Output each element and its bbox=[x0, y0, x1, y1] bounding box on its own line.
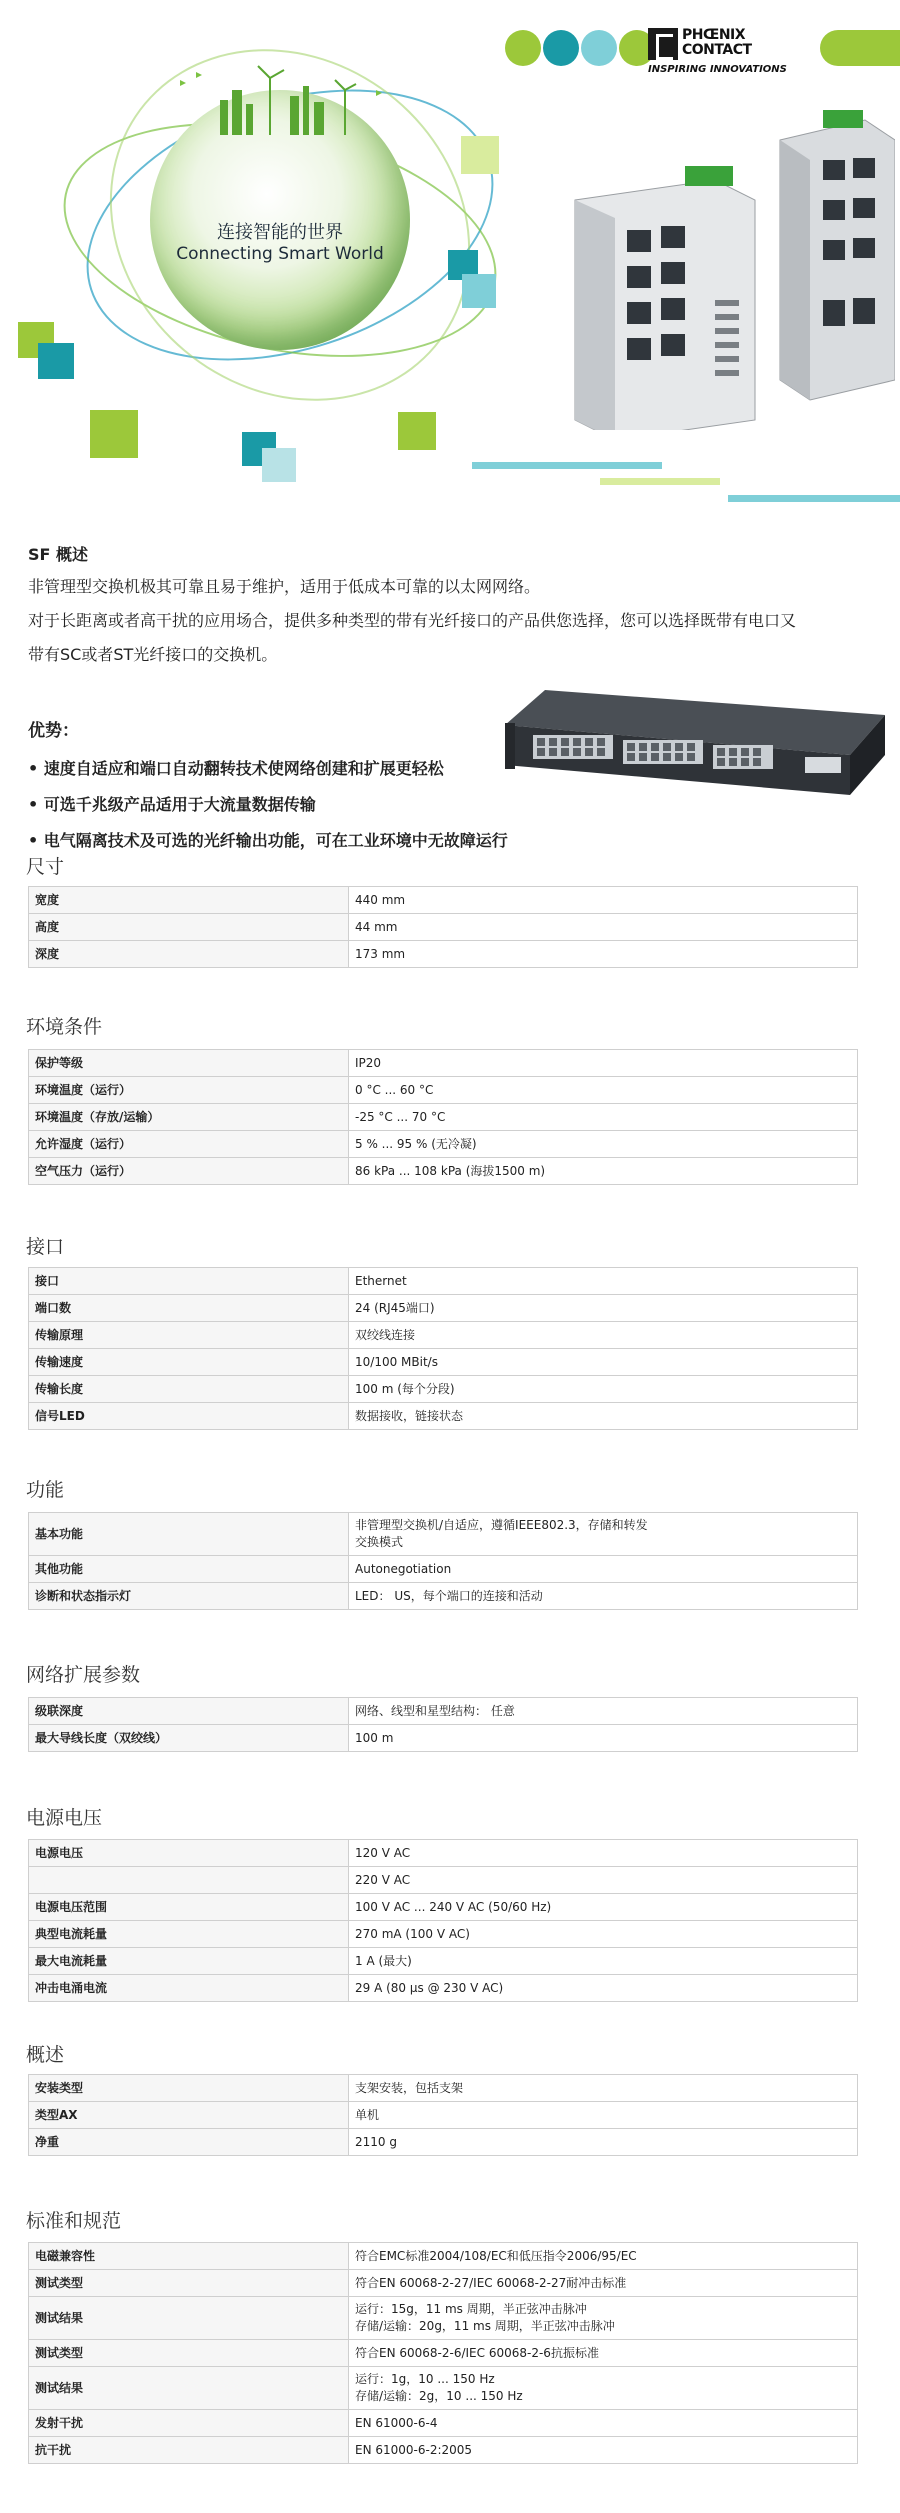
spec-label: 端口数 bbox=[29, 1295, 349, 1322]
table-row bbox=[29, 1867, 858, 1894]
spec-value: 270 mA (100 V AC) bbox=[349, 1921, 858, 1948]
globe-caption-cn: 连接智能的世界 bbox=[217, 222, 343, 243]
table-row bbox=[29, 2129, 858, 2156]
spec-value: 173 mm bbox=[349, 941, 858, 968]
table-row bbox=[29, 1322, 858, 1349]
table-row bbox=[29, 2270, 858, 2297]
table-row bbox=[29, 1403, 858, 1430]
table-row bbox=[29, 1948, 858, 1975]
spec-value: 双绞线连接 bbox=[349, 1322, 858, 1349]
table-row bbox=[29, 1050, 858, 1077]
decor-dot bbox=[581, 30, 617, 66]
spec-value: IP20 bbox=[349, 1050, 858, 1077]
table-row bbox=[29, 2102, 858, 2129]
spec-label: 传输长度 bbox=[29, 1376, 349, 1403]
spec-value: 运行：1g，10 ... 150 Hz 存储/运输：2g，10 ... 150 Hz bbox=[349, 2367, 858, 2410]
decor-dot bbox=[543, 30, 579, 66]
section-title: 网络扩展参数 bbox=[26, 1664, 141, 1686]
decor-stripe bbox=[600, 478, 720, 485]
spec-label: 电磁兼容性 bbox=[29, 2243, 349, 2270]
spec-label: 诊断和状态指示灯 bbox=[29, 1583, 349, 1610]
overview-paragraph: 带有SC或者ST光纤接口的交换机。 bbox=[28, 645, 278, 664]
decor-pill bbox=[820, 30, 900, 66]
hero-banner bbox=[0, 0, 900, 520]
spec-value: 29 A (80 µs @ 230 V AC) bbox=[349, 1975, 858, 2002]
spec-label: 冲击电涌电流 bbox=[29, 1975, 349, 2002]
spec-table bbox=[28, 2242, 858, 2464]
spec-table bbox=[28, 1267, 858, 1430]
spec-value: 1 A (最大) bbox=[349, 1948, 858, 1975]
spec-label: 典型电流耗量 bbox=[29, 1921, 349, 1948]
rack-switch-illustration bbox=[505, 685, 885, 825]
spec-label: 最大电流耗量 bbox=[29, 1948, 349, 1975]
spec-label: 传输原理 bbox=[29, 1322, 349, 1349]
spec-label: 基本功能 bbox=[29, 1513, 349, 1556]
section-title: 接口 bbox=[26, 1236, 65, 1258]
table-row bbox=[29, 1583, 858, 1610]
table-row bbox=[29, 1268, 858, 1295]
overview-paragraph: 非管理型交换机极其可靠且易于维护，适用于低成本可靠的以太网网络。 bbox=[28, 577, 541, 596]
table-row bbox=[29, 1077, 858, 1104]
spec-value: 100 m (每个分段) bbox=[349, 1376, 858, 1403]
spec-label: 测试结果 bbox=[29, 2367, 349, 2410]
spec-value: EN 61000-6-2:2005 bbox=[349, 2437, 858, 2464]
spec-label: 其他功能 bbox=[29, 1556, 349, 1583]
spec-value: 数据接收，链接状态 bbox=[349, 1403, 858, 1430]
spec-value: 120 V AC bbox=[349, 1840, 858, 1867]
table-row bbox=[29, 1556, 858, 1583]
table-row bbox=[29, 1131, 858, 1158]
spec-table bbox=[28, 2074, 858, 2156]
table-row bbox=[29, 2075, 858, 2102]
table-row bbox=[29, 1295, 858, 1322]
spec-value: 2110 g bbox=[349, 2129, 858, 2156]
advantages-title: 优势： bbox=[28, 721, 79, 741]
overview-paragraph: 对于长距离或者高干扰的应用场合，提供多种类型的带有光纤接口的产品供您选择，您可以选择既带有电口又 bbox=[28, 611, 797, 630]
spec-value: 100 m bbox=[349, 1725, 858, 1752]
spec-value: 符合EN 60068-2-6/IEC 60068-2-6抗振标准 bbox=[349, 2340, 858, 2367]
globe-illustration bbox=[100, 40, 460, 400]
spec-value: 网络、线型和星型结构： 任意 bbox=[349, 1698, 858, 1725]
table-row bbox=[29, 1158, 858, 1185]
advantage-item: • 电气隔离技术及可选的光纤输出功能，可在工业环境中无故障运行 bbox=[28, 831, 508, 850]
spec-value: -25 °C ... 70 °C bbox=[349, 1104, 858, 1131]
spec-label: 空气压力（运行） bbox=[29, 1158, 349, 1185]
spec-value: LED： US，每个端口的连接和活动 bbox=[349, 1583, 858, 1610]
spec-label: 接口 bbox=[29, 1268, 349, 1295]
table-row bbox=[29, 1698, 858, 1725]
table-row bbox=[29, 1975, 858, 2002]
spec-label: 高度 bbox=[29, 914, 349, 941]
spec-table bbox=[28, 1512, 858, 1610]
spec-label: 宽度 bbox=[29, 887, 349, 914]
logo-mark-icon bbox=[648, 28, 678, 60]
overview-title: SF 概述 bbox=[28, 545, 89, 564]
table-row bbox=[29, 1349, 858, 1376]
spec-label: 保护等级 bbox=[29, 1050, 349, 1077]
spec-label: 抗干扰 bbox=[29, 2437, 349, 2464]
table-row bbox=[29, 1376, 858, 1403]
table-row bbox=[29, 1894, 858, 1921]
table-row bbox=[29, 1725, 858, 1752]
spec-value: 符合EN 60068-2-27/IEC 60068-2-27耐冲击标准 bbox=[349, 2270, 858, 2297]
logo-tagline: INSPIRING INNOVATIONS bbox=[648, 64, 787, 75]
table-row bbox=[29, 2437, 858, 2464]
spec-value: 0 °C ... 60 °C bbox=[349, 1077, 858, 1104]
decor-square bbox=[398, 412, 436, 450]
decor-square bbox=[38, 343, 74, 379]
spec-label: 安装类型 bbox=[29, 2075, 349, 2102]
spec-table bbox=[28, 886, 858, 968]
section-title: 尺寸 bbox=[26, 856, 65, 878]
advantage-item: • 速度自适应和端口自动翻转技术使网络创建和扩展更轻松 bbox=[28, 759, 444, 778]
decor-stripe bbox=[728, 495, 900, 502]
decor-square bbox=[462, 274, 496, 308]
spec-value: 220 V AC bbox=[349, 1867, 858, 1894]
table-row bbox=[29, 914, 858, 941]
spec-value: 10/100 MBit/s bbox=[349, 1349, 858, 1376]
table-row bbox=[29, 1104, 858, 1131]
decor-stripe bbox=[472, 462, 662, 469]
spec-value: 440 mm bbox=[349, 887, 858, 914]
spec-label: 电源电压 bbox=[29, 1840, 349, 1867]
phoenix-contact-logo bbox=[648, 27, 787, 78]
spec-label: 传输速度 bbox=[29, 1349, 349, 1376]
spec-label: 测试类型 bbox=[29, 2340, 349, 2367]
logo-name: PHŒNIX CONTACT bbox=[682, 27, 752, 58]
spec-value: Ethernet bbox=[349, 1268, 858, 1295]
section-title: 概述 bbox=[26, 2044, 65, 2066]
spec-label: 环境温度（运行） bbox=[29, 1077, 349, 1104]
spec-label: 类型AX bbox=[29, 2102, 349, 2129]
table-row bbox=[29, 1840, 858, 1867]
section-title: 电源电压 bbox=[26, 1807, 103, 1829]
table-row bbox=[29, 2410, 858, 2437]
spec-label: 测试类型 bbox=[29, 2270, 349, 2297]
decor-dot bbox=[505, 30, 541, 66]
decor-square bbox=[262, 448, 296, 482]
decor-square bbox=[461, 136, 499, 174]
decor-square bbox=[90, 410, 138, 458]
table-row bbox=[29, 1921, 858, 1948]
spec-label bbox=[29, 1867, 349, 1894]
table-row bbox=[29, 2243, 858, 2270]
spec-table bbox=[28, 1839, 858, 2002]
table-row bbox=[29, 2367, 858, 2410]
spec-table bbox=[28, 1697, 858, 1752]
section-title: 环境条件 bbox=[26, 1016, 103, 1038]
spec-value: 支架安装，包括支架 bbox=[349, 2075, 858, 2102]
spec-label: 级联深度 bbox=[29, 1698, 349, 1725]
wind-turbine-skyline bbox=[140, 60, 420, 140]
ethernet-switch-illustration bbox=[565, 100, 895, 430]
table-row bbox=[29, 1513, 858, 1556]
table-row bbox=[29, 941, 858, 968]
spec-value: 86 kPa ... 108 kPa (海拔1500 m) bbox=[349, 1158, 858, 1185]
spec-label: 允许湿度（运行） bbox=[29, 1131, 349, 1158]
spec-value: 运行：15g，11 ms 周期，半正弦冲击脉冲 存储/运输：20g，11 ms 周期，半正弦冲击脉冲 bbox=[349, 2297, 858, 2340]
spec-table bbox=[28, 1049, 858, 1185]
advantage-item: • 可选千兆级产品适用于大流量数据传输 bbox=[28, 795, 316, 814]
table-row bbox=[29, 2340, 858, 2367]
spec-value: 非管理型交换机/自适应，遵循IEEE802.3，存储和转发 交换模式 bbox=[349, 1513, 858, 1556]
spec-value: 符合EMC标准2004/108/EC和低压指令2006/95/EC bbox=[349, 2243, 858, 2270]
spec-label: 信号LED bbox=[29, 1403, 349, 1430]
globe-caption-en: Connecting Smart World bbox=[176, 244, 384, 264]
spec-value: 44 mm bbox=[349, 914, 858, 941]
spec-value: 24 (RJ45端口) bbox=[349, 1295, 858, 1322]
section-title: 标准和规范 bbox=[26, 2210, 122, 2232]
spec-value: 单机 bbox=[349, 2102, 858, 2129]
spec-value: 100 V AC ... 240 V AC (50/60 Hz) bbox=[349, 1894, 858, 1921]
spec-label: 环境温度（存放/运输） bbox=[29, 1104, 349, 1131]
table-row bbox=[29, 2297, 858, 2340]
table-row bbox=[29, 887, 858, 914]
spec-label: 发射干扰 bbox=[29, 2410, 349, 2437]
spec-label: 深度 bbox=[29, 941, 349, 968]
spec-value: 5 % ... 95 % (无冷凝) bbox=[349, 1131, 858, 1158]
spec-value: Autonegotiation bbox=[349, 1556, 858, 1583]
spec-label: 净重 bbox=[29, 2129, 349, 2156]
spec-label: 电源电压范围 bbox=[29, 1894, 349, 1921]
spec-label: 测试结果 bbox=[29, 2297, 349, 2340]
section-title: 功能 bbox=[26, 1479, 65, 1501]
spec-label: 最大导线长度（双绞线） bbox=[29, 1725, 349, 1752]
spec-value: EN 61000-6-4 bbox=[349, 2410, 858, 2437]
